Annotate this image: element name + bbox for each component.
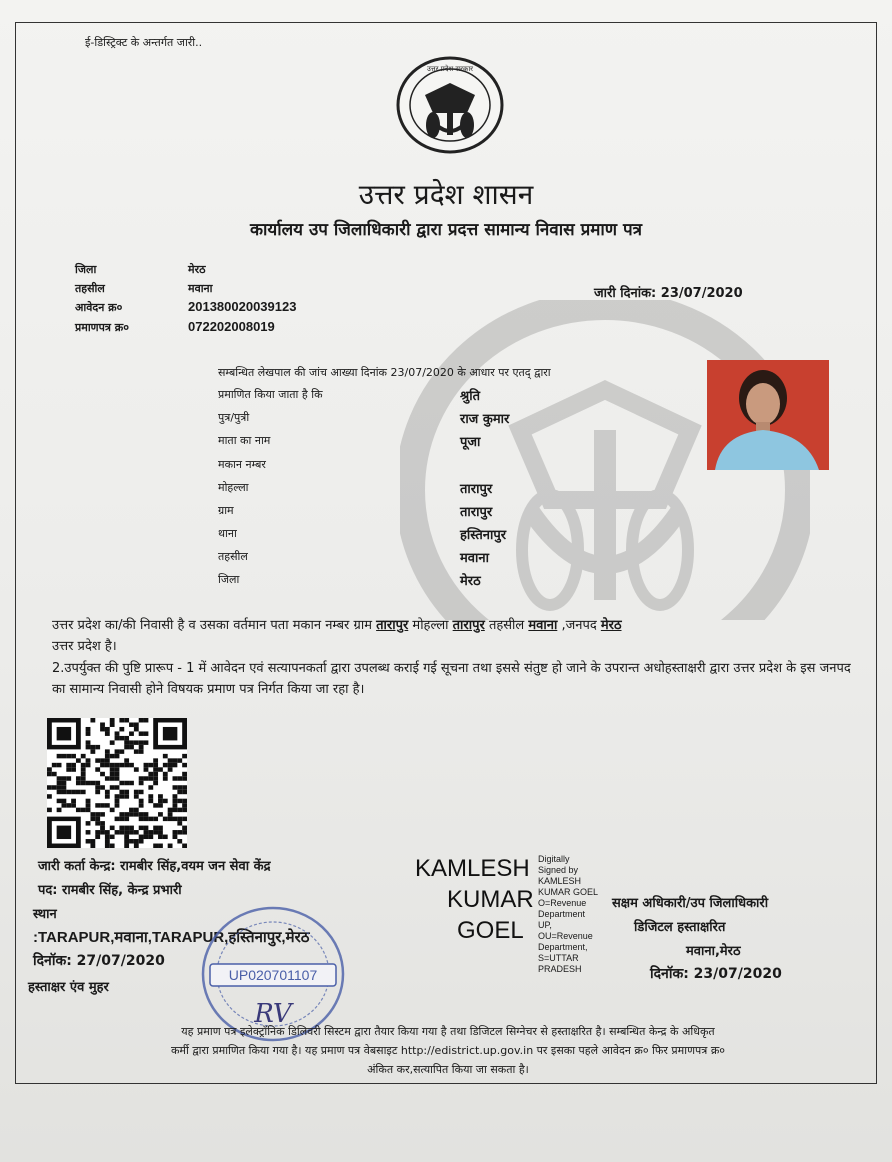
residence-text-d: ,जनपद xyxy=(557,618,601,633)
house-label: मकान नम्बर xyxy=(218,458,266,471)
signer-name-line3: GOEL xyxy=(457,917,524,944)
place-value: :TARAPUR,मवाना,TARAPUR,हस्तिनापुर,मेरठ xyxy=(33,929,310,946)
authority-date: दिनॉक: 23/07/2020 xyxy=(650,966,782,982)
authority-title: सक्षम अधिकारी/उप जिलाधिकारी xyxy=(612,896,769,911)
applicant-photo xyxy=(707,360,829,470)
emblem-text: उत्तर प्रदेश सरकार xyxy=(426,65,474,73)
handwritten-initials: RV xyxy=(254,999,292,1029)
confirmation-paragraph: 2.उपर्युक्त की पुष्टि प्रारूप - 1 में आवेदन एवं सत्यापनकर्ता द्वारा उपलब्ध कराई गई सूचना तथा इससे संतुष्ट हो जाने के उपरान्त अधोहस्ताक्षरी द्वारा उत्तर प्रदेश के इस जनपद का सामान्य निवासी होने विषयक प्रमाण पत्र निर्गत किया जा रहा है। xyxy=(52,661,851,697)
certified-label: प्रमाणित किया जाता है कि xyxy=(218,388,323,401)
mohalla-value: तारापुर xyxy=(460,482,493,497)
digital-signature-details xyxy=(538,854,618,975)
inspection-intro: सम्बन्धित लेखपाल की जांच आख्या दिनांक 23/07/2020 के आधार पर एतद् द्वारा xyxy=(218,366,551,379)
page-title: उत्तर प्रदेश शासन xyxy=(358,178,534,211)
ds-line: S=UTTAR xyxy=(538,953,579,963)
person-silhouette-icon xyxy=(707,360,829,470)
residence-text-c: तहसील xyxy=(484,618,529,633)
residence-tehsil: मवाना xyxy=(528,618,558,633)
application-label: आवेदन क्र० xyxy=(75,301,123,314)
signer-name-line1: KAMLESH xyxy=(415,855,530,882)
ds-line: Department, xyxy=(538,942,588,952)
issuing-center: जारी कर्ता केन्द्र: रामबीर सिंह,वयम जन सेवा केंद्र xyxy=(38,859,271,874)
residence-text-end: उत्तर प्रदेश है। xyxy=(52,639,117,654)
police-station-label: थाना xyxy=(218,527,237,540)
tehsil-label: तहसील xyxy=(75,282,105,295)
detail-tehsil-value: मवाना xyxy=(460,551,489,566)
detail-tehsil-label: तहसील xyxy=(218,550,248,563)
residence-mohalla: तारापुर xyxy=(452,618,485,633)
ds-line: KAMLESH xyxy=(538,876,582,886)
applicant-name: श्रुति xyxy=(460,389,480,404)
ds-line: KUMAR GOEL xyxy=(538,887,599,897)
footer-line1: यह प्रमाण पत्र इलेक्ट्रॉनिक डिलिवरी सिस्टम द्वारा तैयार किया गया है तथा डिजिटल सिग्नेचर से हस्ताक्षरित है। सम्बन्धित केन्द्र के अधिकृत xyxy=(181,1025,715,1038)
residence-paragraph xyxy=(52,615,852,657)
ds-line: Digitally xyxy=(538,854,570,864)
issue-date: जारी दिनांक: 23/07/2020 xyxy=(594,286,743,301)
detail-district-value: मेरठ xyxy=(460,574,481,589)
village-label: ग्राम xyxy=(218,504,234,517)
certificate-label: प्रमाणपत्र क्र० xyxy=(75,321,129,334)
place-label: स्थान xyxy=(33,907,57,922)
authority-place: मवाना,मेरठ xyxy=(686,944,741,959)
village-value: तारापुर xyxy=(460,505,493,520)
ds-line: UP, xyxy=(538,920,552,930)
signature-seal-label: हस्ताक्षर एंव मुहर xyxy=(28,980,109,995)
police-station-value: हस्तिनापुर xyxy=(460,528,507,543)
residence-text-a: उत्तर प्रदेश का/की निवासी है व उसका वर्तमान पता मकान नम्बर ग्राम xyxy=(52,618,377,633)
ds-line: O=Revenue xyxy=(538,898,587,908)
up-government-emblem xyxy=(395,55,505,155)
ds-line: OU=Revenue xyxy=(538,931,593,941)
qr-code[interactable] xyxy=(47,718,187,848)
mohalla-label: मोहल्ला xyxy=(218,481,249,494)
residence-village: तारापुर xyxy=(376,618,409,633)
footer-line2: कर्मी द्वारा प्रमाणित किया गया है। यह प्रमाण पत्र वेबसाइट http://edistrict.up.gov.in पर इसका पहले आवेदन क्र० फिर प्रमाणपत्र क्र० xyxy=(170,1044,726,1057)
authority-digital-signed: डिजिटल हस्ताक्षरित xyxy=(634,920,726,935)
signer-name-line2: KUMAR xyxy=(447,886,534,913)
ds-line: Department xyxy=(538,909,586,919)
residence-district: मेरठ xyxy=(600,618,622,633)
father-name: राज कुमार xyxy=(460,412,510,427)
relation-label: पुत्र/पुत्री xyxy=(218,411,250,424)
application-number: 201380020039123 xyxy=(188,299,297,314)
footer-line3: अंकित कर,सत्यापित किया जा सकता है। xyxy=(367,1063,529,1076)
ds-line: Signed by xyxy=(538,865,579,875)
stamp-code: UP020701107 xyxy=(228,967,318,983)
detail-district-label: जिला xyxy=(218,573,240,586)
page-subtitle: कार्यालय उप जिलाधिकारी द्वारा प्रदत्त सामान्य निवास प्रमाण पत्र xyxy=(249,220,643,240)
edistrict-note: ई-डिस्ट्रिक्ट के अन्तर्गत जारी.. xyxy=(85,36,203,49)
district-label: जिला xyxy=(75,263,97,276)
district-value: मेरठ xyxy=(188,263,206,276)
mother-label: माता का नाम xyxy=(218,434,271,447)
certificate-number: 072202008019 xyxy=(188,319,275,334)
issuer-date: दिनॉक: 27/07/2020 xyxy=(33,953,165,969)
footer-note xyxy=(28,1022,868,1079)
residence-text-b: मोहल्ला xyxy=(408,618,453,633)
tehsil-value: मवाना xyxy=(188,282,213,295)
issuer-post: पद: रामबीर सिंह, केन्द्र प्रभारी xyxy=(38,883,182,898)
mother-name: पूजा xyxy=(460,435,481,450)
ds-line: PRADESH xyxy=(538,964,582,974)
